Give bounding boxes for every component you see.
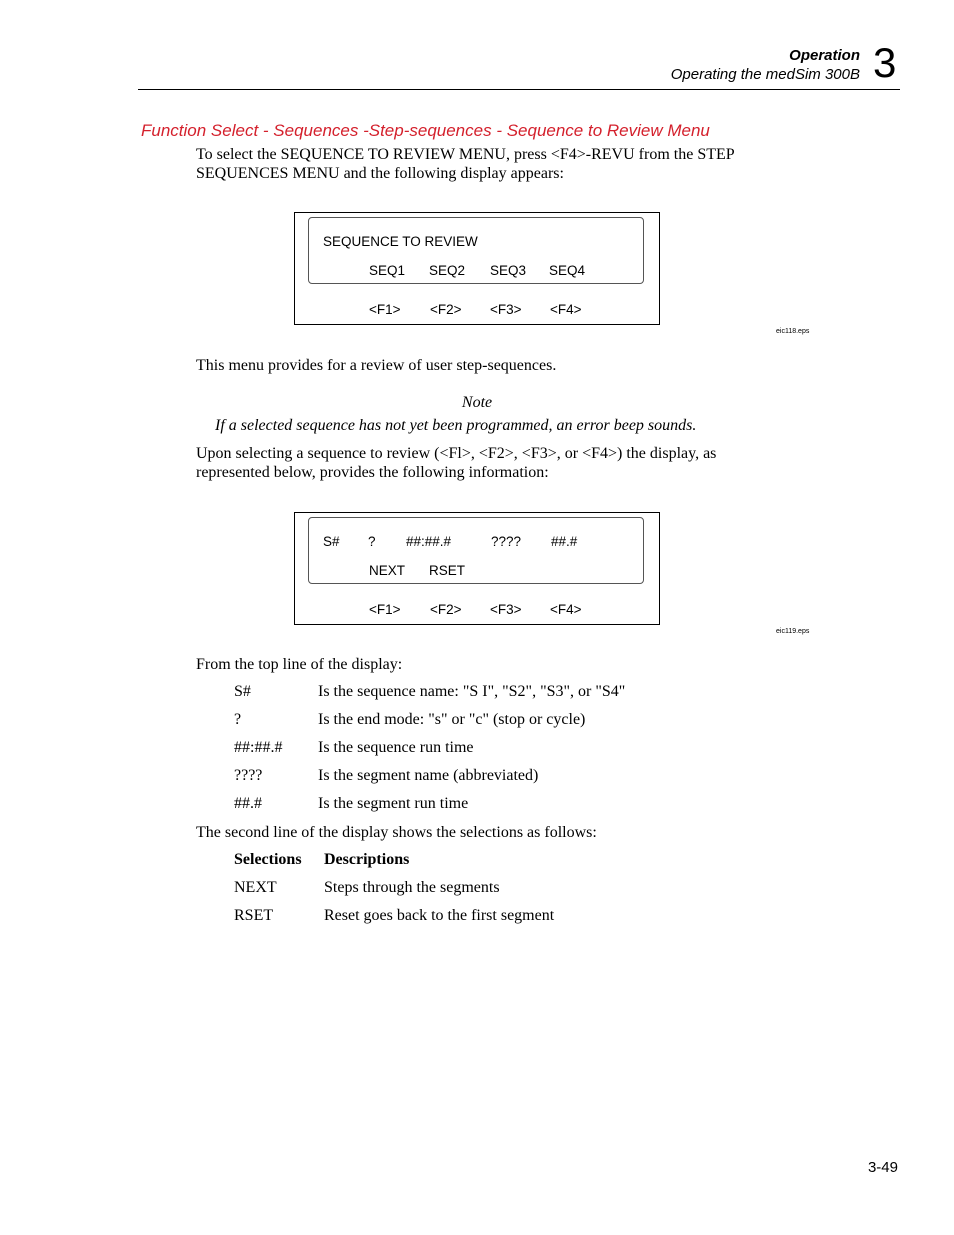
function-key-f1: <F1>	[369, 602, 401, 617]
table-cell-description: Steps through the segments	[324, 879, 500, 896]
lcd-option-next: NEXT	[369, 563, 406, 578]
lcd-field-segment-time: ##.#	[551, 534, 578, 549]
lcd-option-seq1: SEQ1	[369, 263, 406, 278]
lcd-option-rset: RSET	[429, 563, 466, 578]
intro-paragraph-line1: To select the SEQUENCE TO REVIEW MENU, press <F4>-REVU from the STEP	[196, 146, 735, 163]
lcd-field-seq-name: S#	[323, 534, 340, 549]
table-header-descriptions: Descriptions	[324, 851, 410, 868]
function-key-f2: <F2>	[430, 602, 462, 617]
review-paragraph: This menu provides for a review of user step-sequences.	[196, 357, 557, 374]
figure2-caption: eic119.eps	[776, 628, 810, 635]
table-cell-selection: RSET	[234, 907, 274, 924]
function-key-f1: <F1>	[369, 302, 401, 317]
definition-term: ##:##.#	[234, 739, 283, 756]
upon-paragraph-line2: represented below, provides the following information:	[196, 464, 549, 481]
function-key-f4: <F4>	[550, 302, 582, 317]
definition-desc: Is the end mode: "s" or "c" (stop or cycle)	[318, 711, 586, 728]
definition-desc: Is the segment run time	[318, 795, 469, 812]
top-line-intro: From the top line of the display:	[196, 656, 403, 673]
lcd-field-end-mode: ?	[368, 534, 376, 549]
section-subtitle: Operating the medSim 300B	[670, 66, 860, 83]
upon-paragraph-line1: Upon selecting a sequence to review (<Fl>, <F2>, <F3>, or <F4>) the display, as	[196, 445, 717, 462]
table-header-selections: Selections	[234, 851, 302, 868]
definition-desc: Is the segment name (abbreviated)	[318, 767, 539, 784]
header-rule	[138, 89, 900, 90]
lcd-option-seq2: SEQ2	[429, 263, 466, 278]
table-cell-selection: NEXT	[234, 879, 277, 896]
function-key-f3: <F3>	[490, 302, 522, 317]
definition-desc: Is the sequence run time	[318, 739, 474, 756]
note-text: If a selected sequence has not yet been programmed, an error beep sounds.	[215, 417, 697, 434]
page-number: 3-49	[867, 1159, 898, 1176]
lcd-field-segment-name: ????	[491, 534, 522, 549]
figure1-caption: eic118.eps	[776, 328, 810, 335]
table-cell-description: Reset goes back to the first segment	[324, 907, 555, 924]
lcd-screen	[308, 517, 644, 584]
lcd-screen	[308, 217, 644, 284]
definition-desc: Is the sequence name: "S I", "S2", "S3", or "S4"	[318, 683, 626, 700]
lcd-option-seq4: SEQ4	[549, 263, 586, 278]
function-key-f2: <F2>	[430, 302, 462, 317]
chapter-title: Operation	[789, 47, 860, 64]
lcd-line1: SEQUENCE TO REVIEW	[323, 234, 478, 249]
lcd-field-run-time: ##:##.#	[406, 534, 452, 549]
definition-term: ##.#	[234, 795, 262, 812]
display-figure-sequence-to-review	[294, 212, 660, 325]
definition-term: S#	[234, 683, 251, 700]
second-line-intro: The second line of the display shows the selections as follows:	[196, 824, 597, 841]
chapter-number: 3	[873, 39, 897, 86]
intro-paragraph-line2: SEQUENCES MENU and the following display appears:	[196, 165, 564, 182]
lcd-option-seq3: SEQ3	[490, 263, 527, 278]
display-figure-sequence-info	[294, 512, 660, 625]
function-key-f4: <F4>	[550, 602, 582, 617]
note-label: Note	[461, 394, 493, 411]
definition-term: ?	[234, 711, 242, 728]
section-title: Function Select - Sequences -Step-sequences - Sequence to Review Menu	[141, 121, 710, 140]
definition-term: ????	[234, 767, 263, 784]
function-key-f3: <F3>	[490, 602, 522, 617]
